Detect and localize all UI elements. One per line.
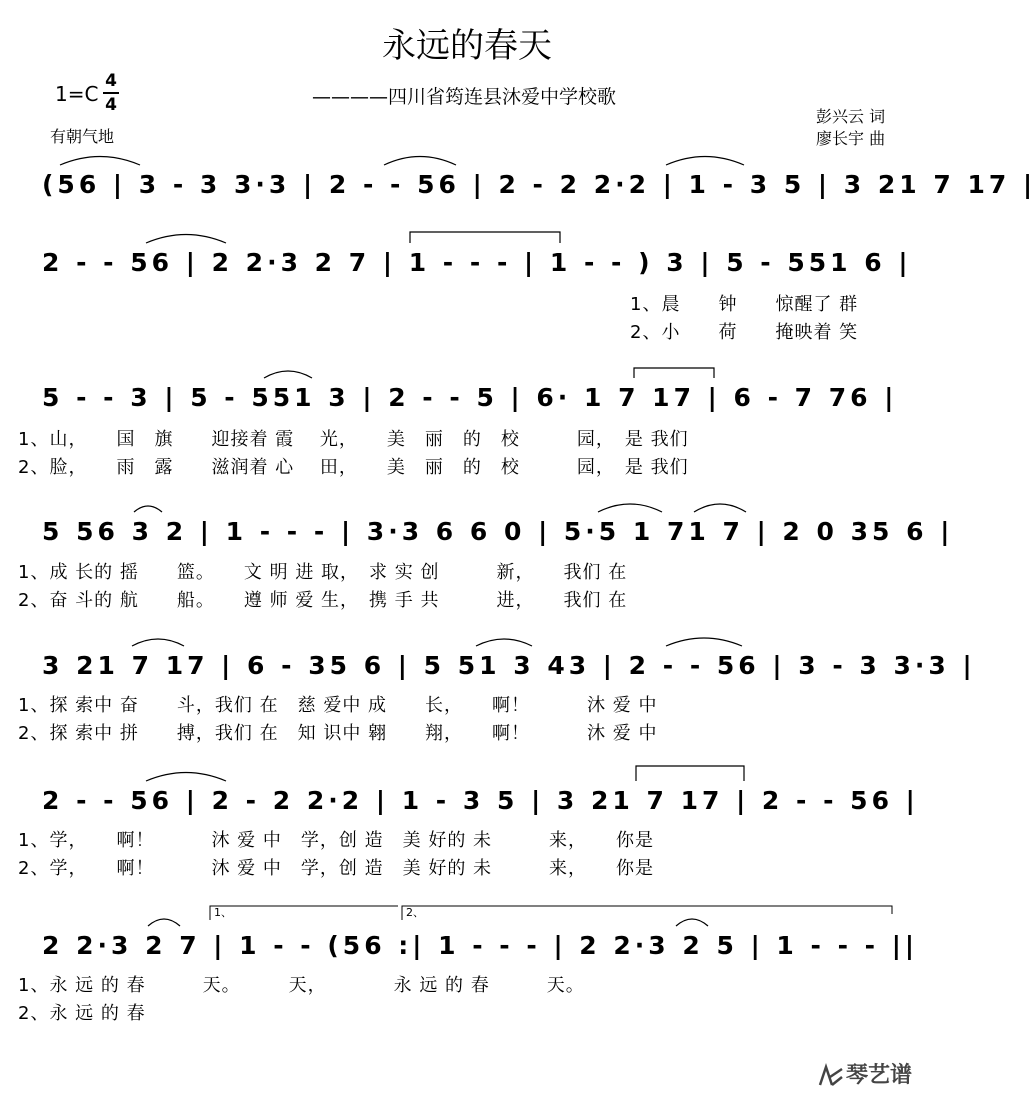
lyric-line-2-verse-1: 1、晨 钟 惊醒了 群: [630, 294, 859, 315]
time-signature: [102, 70, 120, 116]
lyric-line-7-verse-2: 2、永 远 的 春: [18, 1003, 146, 1024]
lyric-line-6-verse-1: 1、学， 啊！ 沐 爱 中 学，创 造 美 好的 未 来， 你是: [18, 830, 655, 851]
lyric-line-6-verse-2: 2、学， 啊！ 沐 爱 中 学，创 造 美 好的 未 来， 你是: [18, 858, 655, 879]
music-line-3: 5 - - 3 | 5 - 551 3 | 2 - - 5 | 6· 1 7 17 | 6 - 7 76 |: [42, 383, 898, 412]
second-ending-label: 2、: [406, 906, 424, 919]
lyric-line-7-verse-1: 1、永 远 的 春 天。 天， 永 远 的 春 天。: [18, 975, 585, 996]
meter-top: 4: [105, 71, 117, 91]
site-logo: [818, 1058, 912, 1089]
music-line-2: 2 - - 56 | 2 2·3 2 7 | 1 - - - | 1 - - ) 3 | 5 - 551 6 |: [42, 248, 912, 277]
lyric-line-4-verse-1: 1、成 长的 摇 篮。 文 明 进 取， 求 实 创 新， 我们 在: [18, 562, 628, 583]
music-line-7: 2 2·3 2 7 | 1 - - (56 :| 1 - - - | 2 2·3 2 5 | 1 - - - ||: [42, 931, 919, 960]
lyric-line-4-verse-2: 2、奋 斗的 航 船。 遵 师 爱 生， 携 手 共 进， 我们 在: [18, 590, 628, 611]
first-ending-label: 1、: [214, 906, 232, 919]
song-subtitle: ————四川省筠连县沐爱中学校歌: [312, 86, 617, 108]
key-signature: 1=C: [55, 82, 99, 106]
lyric-line-3-verse-1: 1、山， 国 旗 迎接着 霞 光， 美 丽 的 校 园， 是 我们: [18, 429, 689, 450]
lyric-line-2-verse-2: 2、小 荷 掩映着 笑: [630, 322, 859, 343]
logo-icon: [818, 1065, 844, 1087]
music-line-1: (56 | 3 - 3 3·3 | 2 - - 56 | 2 - 2 2·2 | 1 - 3 5 | 3 21 7 17 |: [42, 170, 1036, 199]
music-line-5: 3 21 7 17 | 6 - 35 6 | 5 51 3 43 | 2 - - 56 | 3 - 3 3·3 |: [42, 651, 976, 680]
lyric-line-5-verse-2: 2、探 索中 拼 搏，我们 在 知 识中 翱 翔， 啊！ 沐 爱 中: [18, 723, 658, 744]
meter-bottom: 4: [105, 95, 117, 115]
composer-credit: 廖长宇 曲: [816, 129, 886, 148]
lyricist-credit: 彭兴云 词: [816, 107, 886, 126]
song-title: 永远的春天: [382, 26, 552, 66]
lyric-line-3-verse-2: 2、脸， 雨 露 滋润着 心 田， 美 丽 的 校 园， 是 我们: [18, 457, 689, 478]
lyric-line-5-verse-1: 1、探 索中 奋 斗，我们 在 慈 爱中 成 长， 啊！ 沐 爱 中: [18, 695, 658, 716]
tempo-marking: 有朝气地: [50, 127, 115, 146]
logo-text: 琴艺谱: [846, 1063, 913, 1088]
music-line-4: 5 56 3 2 | 1 - - - | 3·3 6 6 0 | 5·5 1 71 7 | 2 0 35 6 |: [42, 517, 954, 546]
music-line-6: 2 - - 56 | 2 - 2 2·2 | 1 - 3 5 | 3 21 7 17 | 2 - - 56 |: [42, 786, 919, 815]
volta-brackets: [0, 900, 934, 924]
